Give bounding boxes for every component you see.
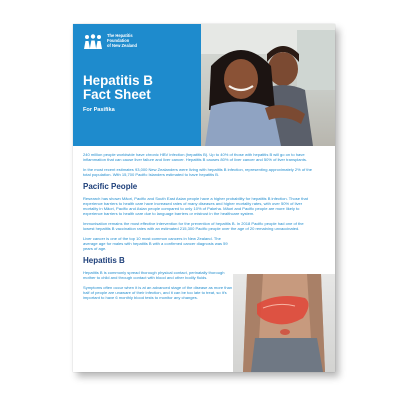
section-heading-hepatitis-b: Hepatitis B (83, 256, 125, 266)
header (73, 24, 335, 146)
logo-line: The Hepatitis (107, 33, 133, 38)
people-logo-icon (83, 34, 103, 50)
title-line: Hepatitis B (83, 73, 153, 88)
liver-photo (233, 274, 335, 372)
foundation-logo (83, 34, 201, 50)
torso-liver-illustration (233, 274, 335, 372)
section-heading-pacific: Pacific People (83, 181, 138, 191)
fact-sheet-page (73, 24, 335, 372)
pacific-paragraph: Liver cancer is one of the top 10 most common cancers in New Zealand. The average age for males with hepatitis B with a confirmed cancer diagnosis was 59 years of age. (83, 236, 228, 252)
family-photo (201, 24, 335, 146)
title-line: Fact Sheet (83, 87, 151, 103)
hepatitis-b-paragraph: Hepatitis B is commonly spread thorough physical contact, perinatally thorough mother to child and through contact with blood and other bodily fluids. (83, 270, 225, 281)
logo-line: of New Zealand (107, 42, 138, 48)
logo-line: Foundation (107, 37, 130, 43)
title-panel (73, 24, 201, 146)
logo-text (107, 34, 137, 48)
family-illustration (201, 24, 335, 146)
page-title (83, 74, 201, 103)
pacific-paragraph: Research has shown Māori, Pacific and South East Asian people have a higher probability for hepatitis B infection. Those that experience barriers to health care have increased rates of many diseases and higher mortality rates, with over 50% of liver mortality in Māori, Pacific and Asian people compared to only 10% of Pakeha. Māori and Pacific people are more likely to experience barriers to health care due to language barriers or mistrust in the healthcare system. (83, 195, 308, 217)
page-subtitle: For Pasifika (83, 106, 115, 113)
intro-paragraph: In the most recent estimates 93,000 New Zealanders were living with hepatitis B infection, representing approximately 2% of the total population. With 15,700 Pacific Islanders estimated to have hepatitis B. (83, 166, 312, 178)
hepatitis-b-paragraph: Symptoms often occur when it is at an advanced stage of the disease as more than half of people are unaware of their infection, and it can be too late to treat, so it's important to have 6 monthly blood tests to monitor any changes. (83, 285, 233, 301)
intro-paragraph: 240 million people worldwide have chronic HBV infection (hepatitis B). Up to 40% of those with hepatitis B will go on to have inflammation that can cause liver failure and liver cancer. Hepatitis B causes 80% of liver cancer and 50% of liver transplants. (83, 152, 308, 163)
pacific-paragraph: Immunisation remains the most effective intervention for the prevention of hepatitis B. In 2018 Pacific people had one of the lowest hepatitis B vaccination rates with an estimated 215,300 Pacific people over the age of 20 remaining unvaccinated. (83, 221, 304, 232)
